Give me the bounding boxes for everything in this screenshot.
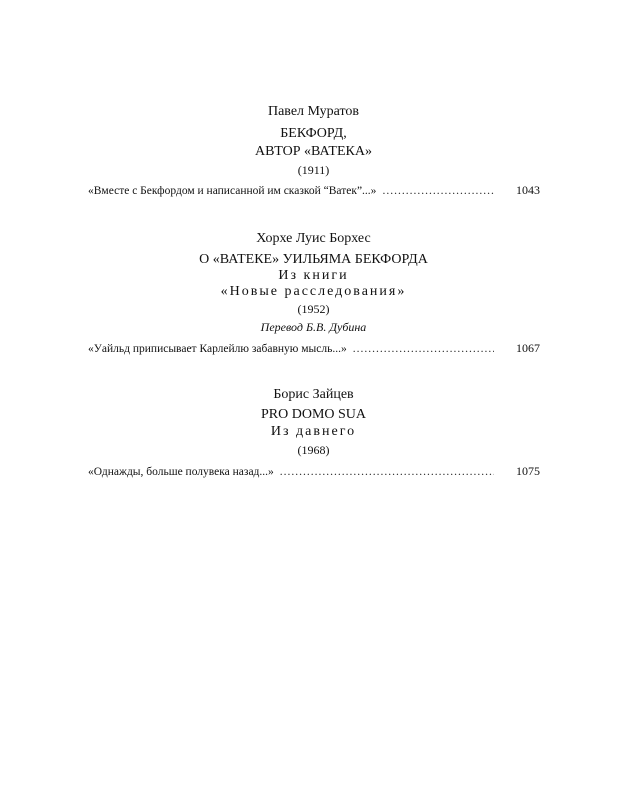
section-3-toc-entry[interactable] <box>88 464 540 479</box>
section-2-year: (1952) <box>297 302 330 316</box>
section-1-title-line-2: АВТОР «ВАТЕКА» <box>255 144 372 159</box>
section-2-toc-entry[interactable] <box>88 341 540 356</box>
section-2-subtitle-line-2: «Новые расследования» <box>220 284 407 299</box>
section-2-subtitle-line-1: Из книги <box>278 268 349 283</box>
toc-page-number: 1043 <box>516 183 540 197</box>
toc-page-number: 1075 <box>516 464 540 478</box>
section-2-title-line-1: О «ВАТЕКЕ» УИЛЬЯМА БЕКФОРДА <box>199 252 428 267</box>
section-3-subtitle-line-1: Из давнего <box>270 424 357 439</box>
section-1-author: Павел Муратов <box>267 104 360 119</box>
dot-leader <box>382 185 494 197</box>
section-1-year: (1911) <box>297 163 330 177</box>
toc-entry-text: «Однажды, больше полувека назад...» <box>88 466 274 478</box>
section-1-toc-entry[interactable] <box>88 183 540 198</box>
section-1-title-line-1: БЕКФОРД, <box>280 126 347 141</box>
section-2-translator: Перевод Б.В. Дубина <box>260 320 367 334</box>
section-3-title-line-1: PRO DOMO SUA <box>260 407 367 422</box>
toc-entry-text: «Вместе с Бекфордом и написанной им сказкой “Ватек”...» <box>88 185 377 197</box>
toc-page-number: 1067 <box>516 341 540 355</box>
section-3-author: Борис Зайцев <box>273 387 354 402</box>
dot-leader <box>280 466 494 478</box>
section-3-year: (1968) <box>297 443 330 457</box>
toc-entry-text: «Уайльд приписывает Карлейлю забавную мысль...» <box>88 343 347 355</box>
dot-leader <box>353 343 494 355</box>
section-2-author: Хорхе Луис Борхес <box>256 231 371 246</box>
